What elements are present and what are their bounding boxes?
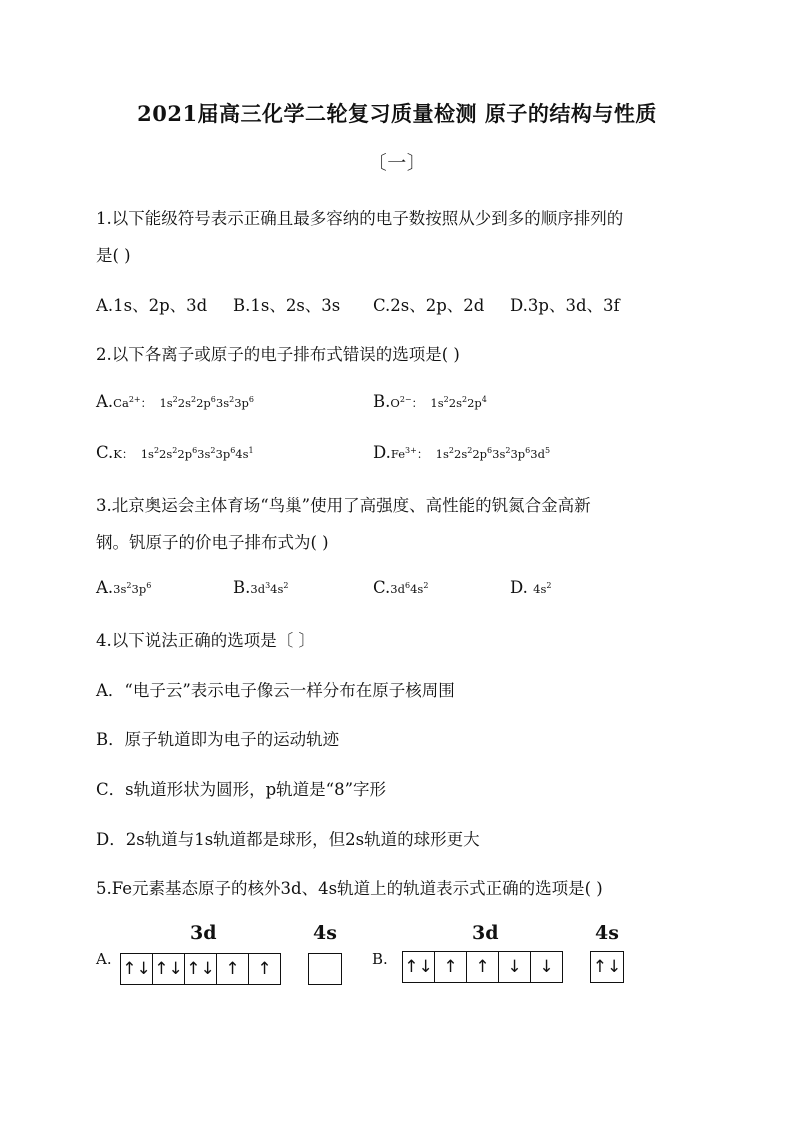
- q1-option-b: B.1s、2s、3s: [233, 296, 341, 315]
- q5-a-3d-label: 3d: [190, 922, 217, 944]
- q2-option-d: [373, 443, 550, 462]
- orbital-box: ↑↓: [153, 954, 185, 984]
- q3-stem-line1: 3.北京奥运会主体育场“鸟巢”使用了高强度、高性能的钒氮合金高新: [96, 496, 591, 515]
- orbital-box: ↑↓: [403, 952, 435, 982]
- q3-option-b: $B.3d^34s^2$: [233, 578, 289, 597]
- q2-option-b: [373, 392, 487, 411]
- q2-option-a: [96, 392, 254, 411]
- q5-a-4s-orbital: [308, 953, 342, 985]
- q2-d-label: D.: [373, 443, 391, 462]
- q2-a-label: A.: [96, 392, 114, 411]
- q2-b-label: B.: [373, 392, 391, 411]
- q5-stem: 5.Fe元素基态原子的核外3d、4s轨道上的轨道表示式正确的选项是( ): [96, 879, 603, 898]
- q2-d-species: $Fe^{3+}$： $1s^22s^22p^63s^23p^63d^5$: [390, 446, 551, 461]
- q5-b-4s-orbital: ↑↓: [590, 951, 624, 983]
- q5-b-4s-label: 4s: [595, 922, 619, 944]
- q1-option-c: C.2s、2p、2d: [373, 296, 485, 315]
- q5-option-b-label: B.: [372, 950, 388, 968]
- q3-option-a: $A.3s^23p^6$: [96, 578, 152, 597]
- q2-c-label: C.: [96, 443, 114, 462]
- q2-option-c: [96, 443, 254, 462]
- orbital-box: ↑: [217, 954, 249, 984]
- orbital-box: ↑↓: [121, 954, 153, 984]
- q1-stem-line1: 1.以下能级符号表示正确且最多容纳的电子数按照从少到多的顺序排列的: [96, 209, 624, 228]
- orbital-box: ↑: [257, 959, 272, 979]
- q5-option-a-label: A.: [96, 950, 112, 968]
- q1-option-a: A.1s、2p、3d: [96, 296, 208, 315]
- orbital-box: ↓: [539, 957, 554, 977]
- q4-option-b: B．原子轨道即为电子的运动轨迹: [96, 730, 340, 749]
- q5-b-3d-orbitals: [402, 951, 563, 983]
- q3-option-c: $C.3d^64s^2$: [373, 578, 429, 597]
- q1-stem-line2: 是( ): [96, 246, 131, 265]
- orbital-box: ↑: [467, 952, 499, 982]
- orbital-box: ↑↓: [185, 954, 217, 984]
- document-title: 2021届高三化学二轮复习质量检测 原子的结构与性质: [137, 101, 657, 126]
- q3-option-d: D. $4s^2$: [510, 578, 552, 597]
- q4-option-c: C．s轨道形状为圆形，p轨道是“8”字形: [96, 780, 387, 799]
- q5-a-3d-orbitals: [120, 953, 281, 985]
- q2-a-species: $Ca^{2+}$： $1s^22s^22p^63s^23p^6$: [113, 395, 255, 410]
- q2-c-species: K： $1s^22s^22p^63s^23p^64s^1$: [113, 446, 254, 461]
- orbital-box: ↓: [499, 952, 531, 982]
- q5-a-4s-label: 4s: [313, 922, 337, 944]
- q5-b-3d-label: 3d: [472, 922, 499, 944]
- q1-option-d: D.3p、3d、3f: [510, 296, 620, 315]
- q4-option-d: D．2s轨道与1s轨道都是球形，但2s轨道的球形更大: [96, 830, 480, 849]
- q2-stem: 2.以下各离子或原子的电子排布式错误的选项是( ): [96, 345, 460, 364]
- q4-stem: 4.以下说法正确的选项是〔 〕: [96, 631, 315, 650]
- document-subtitle: 〔一〕: [367, 152, 427, 174]
- q4-option-a: A．“电子云”表示电子像云一样分布在原子核周围: [96, 681, 455, 700]
- orbital-box: ↑: [435, 952, 467, 982]
- q2-b-species: $O^{2-}$： $1s^22s^22p^4$: [390, 395, 487, 410]
- q3-stem-line2: 钢。钒原子的价电子排布式为( ): [96, 533, 329, 552]
